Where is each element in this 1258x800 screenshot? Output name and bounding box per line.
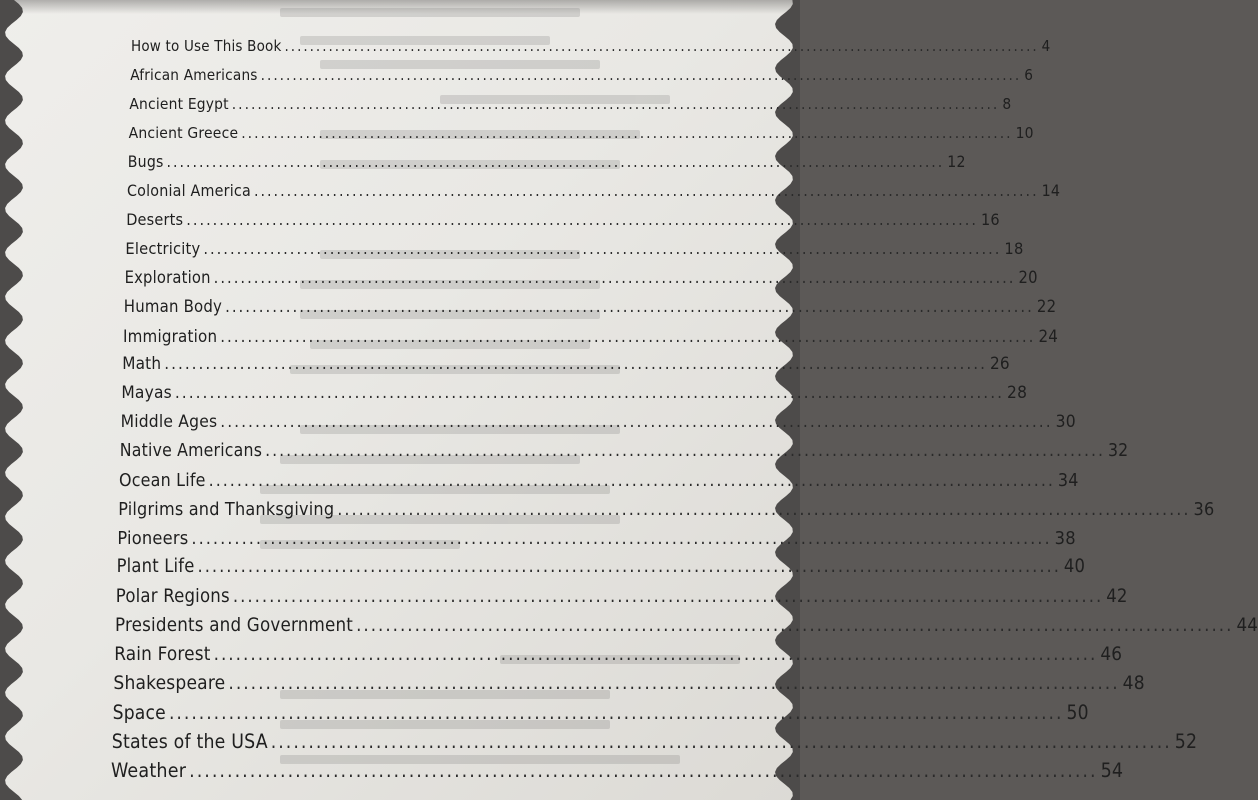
toc-entry: [119, 470, 1079, 492]
toc-entry: [128, 123, 1034, 143]
toc-dot-leader: ........................................................................................................................: [225, 296, 1034, 316]
toc-entry-page-number: 54: [1100, 758, 1124, 782]
toc-dot-leader: ........................................................................................................................: [228, 671, 1120, 694]
toc-entry: [131, 37, 1051, 56]
toc-entry-page-number: 8: [1002, 94, 1012, 113]
toc-dot-leader: ........................................................................................................................: [241, 123, 1013, 142]
toc-entry-page-number: 20: [1018, 267, 1038, 287]
toc-dot-leader: ........................................................................................................................: [213, 644, 1098, 666]
toc-entry-page-number: 24: [1038, 325, 1059, 346]
toc-entry-title: States of the USA: [111, 729, 268, 753]
toc-dot-leader: ........................................................................................................................: [265, 441, 1105, 462]
toc-entry-page-number: 14: [1041, 181, 1061, 201]
toc-dot-leader: ........................................................................................................................: [166, 152, 945, 172]
toc-entry: [124, 267, 1038, 289]
toc-dot-leader: ........................................................................................................................: [284, 37, 1039, 55]
toc-entry-page-number: 30: [1055, 412, 1076, 433]
toc-entry-title: Colonial America: [127, 181, 251, 201]
toc-entry-title: Polar Regions: [115, 586, 230, 608]
toc-entry: [125, 239, 1024, 259]
toc-entry: [112, 700, 1089, 725]
toc-entry-page-number: 22: [1036, 296, 1057, 316]
toc-entry-page-number: 28: [1007, 383, 1028, 404]
toc-dot-leader: ........................................................................................................................: [174, 383, 1005, 404]
toc-entry-title: Exploration: [124, 267, 211, 287]
toc-entry-title: Human Body: [123, 296, 223, 316]
toc-dot-leader: ........................................................................................................................: [197, 556, 1061, 578]
toc-entry-title: Shakespeare: [113, 671, 226, 694]
toc-entry: [121, 383, 1028, 404]
toc-entry: [130, 65, 1034, 85]
toc-entry: [120, 412, 1076, 434]
toc-entry: [118, 498, 1215, 521]
toc-entry-title: Ocean Life: [119, 470, 206, 491]
toc-entry-title: Mayas: [121, 383, 172, 404]
toc-entry-title: Middle Ages: [120, 412, 218, 433]
toc-entry-page-number: 10: [1015, 123, 1034, 142]
toc-dot-leader: ........................................................................................................................: [220, 325, 1036, 346]
toc-entry-page-number: 46: [1100, 644, 1123, 666]
toc-entry: [127, 181, 1061, 201]
toc-entry: [119, 441, 1129, 463]
toc-dot-leader: ........................................................................................................................: [260, 65, 1022, 84]
toc-entry: [116, 556, 1086, 579]
toc-entry: [115, 614, 1258, 637]
toc-entry-title: Native Americans: [119, 441, 263, 462]
toc-entry-page-number: 4: [1041, 37, 1051, 55]
toc-entry-title: Ancient Egypt: [129, 94, 229, 113]
toc-entry-title: Ancient Greece: [128, 123, 239, 142]
toc-entry-page-number: 32: [1107, 441, 1129, 462]
toc-entry-page-number: 34: [1057, 470, 1079, 491]
toc-dot-leader: ........................................................................................................................: [189, 758, 1098, 782]
toc-entry-title: How to Use This Book: [131, 37, 282, 55]
toc-dot-leader: ........................................................................................................................: [232, 586, 1104, 608]
toc-dot-leader: ........................................................................................................................: [253, 181, 1039, 201]
toc-entry: [113, 671, 1145, 696]
toc-entry-page-number: 50: [1066, 700, 1089, 724]
toc-dot-leader: ........................................................................................................................: [220, 412, 1053, 433]
toc-entry-page-number: 44: [1236, 615, 1258, 637]
toc-entry: [117, 527, 1076, 551]
toc-dot-leader: ........................................................................................................................: [356, 615, 1234, 637]
toc-dot-leader: ........................................................................................................................: [186, 210, 978, 230]
toc-entry-page-number: 26: [989, 354, 1010, 375]
toc-entry-title: Pioneers: [117, 527, 189, 549]
toc-entry-page-number: 6: [1024, 65, 1034, 84]
toc-entry-title: African Americans: [130, 65, 258, 84]
toc-dot-leader: ........................................................................................................................: [208, 470, 1055, 491]
toc-dot-leader: ........................................................................................................................: [191, 527, 1052, 549]
toc-entry-page-number: 52: [1174, 729, 1198, 753]
toc-entry: [111, 729, 1198, 754]
toc-entry: [122, 354, 1010, 375]
toc-dot-leader: ........................................................................................................................: [203, 239, 1002, 259]
toc-entry-title: Math: [122, 354, 162, 375]
toc-entry-page-number: 40: [1063, 556, 1086, 578]
toc-dot-leader: ........................................................................................................................: [164, 354, 987, 375]
toc-entry-title: Space: [112, 700, 166, 724]
toc-dot-leader: ........................................................................................................................: [231, 94, 1000, 113]
toc-entry: [123, 296, 1057, 318]
toc-entry-page-number: 42: [1106, 586, 1128, 608]
toc-entry-title: Electricity: [125, 239, 201, 259]
toc-dot-leader: ........................................................................................................................: [337, 498, 1191, 520]
toc-entry-title: Rain Forest: [114, 644, 211, 666]
toc-entry-page-number: 16: [980, 210, 1000, 230]
toc-entry: [111, 758, 1124, 783]
toc-entry-page-number: 18: [1004, 239, 1024, 259]
toc-entry-page-number: 48: [1122, 671, 1145, 694]
toc-entry-title: Pilgrims and Thanksgiving: [118, 498, 335, 520]
toc-entry-title: Presidents and Government: [115, 615, 354, 637]
toc-entry-page-number: 12: [947, 152, 966, 172]
toc-dot-leader: ........................................................................................................................: [168, 700, 1064, 724]
toc-entry-title: Plant Life: [116, 556, 195, 578]
toc-entry: [127, 152, 966, 172]
toc-entry-title: Bugs: [127, 152, 164, 172]
toc-entry: [115, 585, 1128, 608]
toc-dot-leader: ........................................................................................................................: [213, 267, 1016, 287]
toc-entry: [114, 643, 1123, 667]
toc-entry-title: Weather: [111, 758, 187, 782]
toc-entry: [129, 94, 1012, 114]
toc-entry-page-number: 36: [1193, 498, 1215, 520]
toc-entry-title: Immigration: [123, 325, 218, 346]
toc-entry-title: Deserts: [126, 210, 184, 230]
toc-dot-leader: ........................................................................................................................: [270, 729, 1172, 753]
toc-entry: [123, 325, 1059, 347]
toc-entry-page-number: 38: [1054, 527, 1076, 549]
toc-entry: [126, 210, 1000, 230]
